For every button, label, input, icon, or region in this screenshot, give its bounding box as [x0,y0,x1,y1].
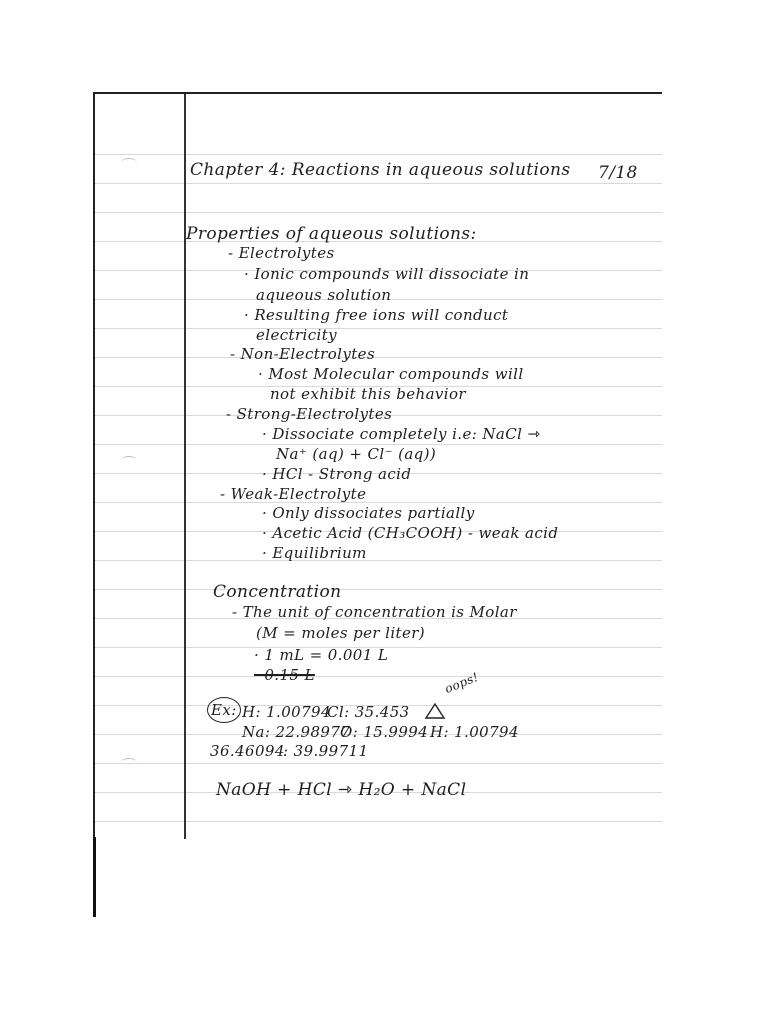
ruled-line [95,183,662,184]
atomic-mass-cl: Cl: 35.453 [327,703,410,721]
chemical-equation: NaOH + HCl ⇾ H₂O + NaCl [216,780,467,800]
date: 7/18 [598,163,638,183]
subheading-electrolytes: - Electrolytes [228,244,335,262]
section-heading: Properties of aqueous solutions: [186,224,477,244]
subheading-non-electrolytes: - Non-Electrolytes [230,345,376,363]
ruled-line [95,328,662,329]
ruled-line [95,821,662,822]
atomic-mass-h2: H: 1.00794 [430,723,519,741]
ruled-line [95,676,662,677]
bullet-text: · Resulting free ions will conduct [244,306,509,324]
delta-icon [424,702,446,720]
margin-line [184,94,186,839]
bullet-text: · Dissociate completely i.e: NaCl ⇾ [262,425,541,443]
bullet-text: · Most Molecular compounds will [258,365,524,383]
ruled-line [95,357,662,358]
bullet-text: · Acetic Acid (CH₃COOH) - weak acid [262,524,559,542]
punch-hole [121,158,137,167]
subheading-strong-electrolytes: - Strong-Electrolytes [226,405,393,423]
bullet-text: electricity [256,326,338,344]
bullet-text: · Ionic compounds will dissociate in [244,265,530,283]
bullet-text: (M = moles per liter) [256,624,426,642]
section-heading-concentration: Concentration [213,582,342,602]
ruled-line [95,154,662,155]
ruled-line [95,212,662,213]
bullet-text: not exhibit this behavior [270,385,466,403]
atomic-mass-na: Na: 22.98977 [242,723,351,741]
ruled-line [95,763,662,764]
molar-mass-sum-1: 36.46094 [210,742,285,760]
oops-note: oops! [442,669,481,696]
struck-out-text: · 0.15 L [254,666,315,684]
bullet-text: Na⁺ (aq) + Cl⁻ (aq)) [276,445,437,463]
bullet-text: · HCl - Strong acid [262,465,412,483]
atomic-mass-h: H: 1.00794 [242,703,331,721]
bullet-text: · Only dissociates partially [262,504,475,522]
scan-edge-mark [93,837,96,917]
page-title: Chapter 4: Reactions in aqueous solutions [190,160,571,180]
subheading-weak-electrolyte: - Weak-Electrolyte [220,485,367,503]
bullet-text: - The unit of concentration is Molar [232,603,517,621]
example-label: Ex: [211,701,237,719]
ruled-line [95,560,662,561]
ruled-line [95,502,662,503]
bullet-text: · 1 mL = 0.001 L [254,646,389,664]
bullet-text: aqueous solution [256,286,392,304]
atomic-mass-o: O: 15.9994 [340,723,429,741]
punch-hole [121,456,137,465]
ruled-line [95,589,662,590]
molar-mass-sum-2: : 39.99711 [283,742,369,760]
bullet-text: · Equilibrium [262,544,367,562]
punch-hole [121,758,137,767]
